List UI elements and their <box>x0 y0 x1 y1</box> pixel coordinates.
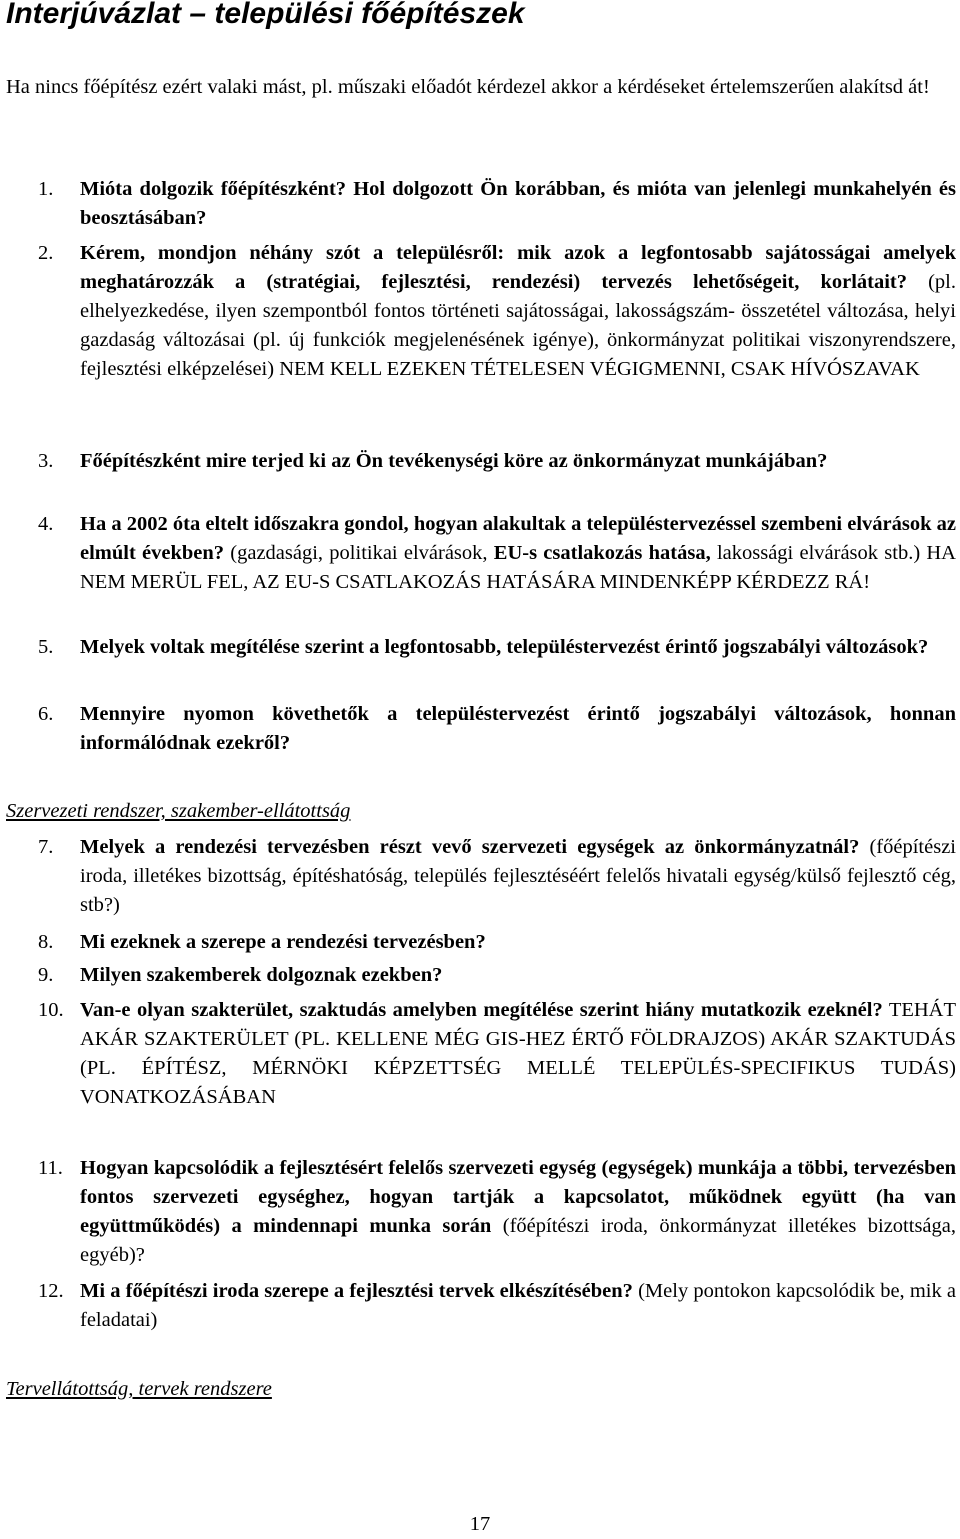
question-number: 11. <box>38 1157 63 1179</box>
question-bold: Hogyan kapcsolódik a fejlesztésért felelős szervezeti egység (egységek) munkája a többi, tervezésben fontos szervezeti egységhez, hogyan tartják a kapcsolatot, működnek együtt (ha van együttműködés) a mindennapi munka során <box>80 1157 956 1237</box>
question-note: (főépítészi iroda, illetékes bizottság, építéshatóság, település fejlesztéséért felelős hivatali egység/külső fejlesztő cég, stb?) <box>80 836 956 916</box>
question-bold: Mi a főépítészi iroda szerepe a fejlesztési tervek elkészítésében? <box>80 1280 633 1302</box>
page-number: 17 <box>469 1513 491 1535</box>
question-text <box>80 961 956 990</box>
question-bold: Kérem, mondjon néhány szót a településről: mik azok a legfontosabb sajátosságai amelyek meghatározzák a (stratégiai, fejlesztési, rendezési) tervezés lehetőségeit, korlátait? <box>80 242 956 293</box>
intro-paragraph: Ha nincs főépítész ezért valaki mást, pl. műszaki előadót kérdezel akkor a kérdéseket értelemszerűen alakítsd át! <box>6 76 930 98</box>
question-bold: Ha a 2002 óta eltelt időszakra gondol, hogyan alakultak a településtervezéssel szembeni elvárások az elmúlt években? <box>80 513 956 564</box>
section-heading-organization: Szervezeti rendszer, szakember-ellátottság <box>6 800 351 822</box>
question-bold: Mióta dolgozik főépítészként? Hol dolgozott Ön korábban, és mióta van jelenlegi munkahelyén és beosztásában? <box>80 178 956 229</box>
question-bold: Mi ezeknek a szerepe a rendezési tervezésben? <box>80 931 486 953</box>
page-title: Interjúvázlat – települési főépítészek <box>6 0 525 30</box>
question-5 <box>38 633 956 662</box>
question-note: (pl. elhelyezkedése, ilyen szempontból fontos történeti sajátosságai, lakosságszám- összetétel változása, helyi gazdaság változásai (pl. új funkciók megjelenésének igénye), önkormányzat politikai viszonyrendszere, fejlesztési elképzelései) NEM KELL EZEKEN TÉTELESEN VÉGIGMENNI, CSAK HÍVÓSZAVAK <box>80 271 956 380</box>
question-text <box>80 510 956 597</box>
question-text <box>80 447 956 476</box>
question-number: 7. <box>38 836 54 858</box>
question-3 <box>38 447 956 476</box>
question-bold: Melyek voltak megítélése szerint a legfontosabb, településtervezést érintő jogszabályi változások? <box>80 636 929 658</box>
question-text <box>80 1277 956 1335</box>
question-number: 4. <box>38 513 54 535</box>
question-bold: Főépítészként mire terjed ki az Ön tevékenységi köre az önkormányzat munkájában? <box>80 450 828 472</box>
question-8 <box>38 928 956 957</box>
question-note: (főépítészi iroda, önkormányzat illetékes bizottsága, egyéb)? <box>80 1215 956 1266</box>
question-text <box>80 928 956 957</box>
question-number: 9. <box>38 964 54 986</box>
question-number: 6. <box>38 703 54 725</box>
question-note-2: lakossági elvárások stb.) HA NEM MERÜL FEL, AZ EU-S CSATLAKOZÁS HATÁSÁRA MINDENKÉPP KÉRDEZZ RÁ! <box>80 542 956 593</box>
question-11 <box>38 1154 956 1270</box>
question-4 <box>38 510 956 597</box>
question-text <box>80 700 956 758</box>
question-text <box>80 633 956 662</box>
question-6 <box>38 700 956 758</box>
question-2 <box>38 239 956 384</box>
question-bold: Milyen szakemberek dolgoznak ezekben? <box>80 964 443 986</box>
question-10 <box>38 996 956 1112</box>
question-text <box>80 175 956 233</box>
question-bold: Mennyire nyomon követhetők a településtervezést érintő jogszabályi változások, honnan informálódnak ezekről? <box>80 703 956 754</box>
question-text <box>80 996 956 1112</box>
question-bold: Melyek a rendezési tervezésben részt vevő szervezeti egységek az önkormányzatnál? <box>80 836 860 858</box>
question-bold-inline: EU-s csatlakozás hatása, <box>493 542 711 564</box>
question-number: 3. <box>38 450 54 472</box>
question-number: 12. <box>38 1280 64 1302</box>
question-text <box>80 239 956 384</box>
question-9 <box>38 961 956 990</box>
question-number: 10. <box>38 999 64 1021</box>
question-number: 5. <box>38 636 54 658</box>
question-number: 8. <box>38 931 54 953</box>
question-note: (gazdasági, politikai elvárások, <box>224 542 494 564</box>
question-1 <box>38 175 956 233</box>
question-number: 1. <box>38 178 54 200</box>
question-text <box>80 1154 956 1270</box>
question-text <box>80 833 956 920</box>
question-note: TEHÁT AKÁR SZAKTERÜLET (PL. KELLENE MÉG GIS-HEZ ÉRTŐ FÖLDRAJZOS) AKÁR SZAKTUDÁS (PL. ÉPÍTÉSZ, MÉRNÖKI KÉPZETTSÉG MELLÉ TELEPÜLÉS-SPECIFIKUS TUDÁS) VONATKOZÁSÁBAN <box>80 999 956 1108</box>
question-7 <box>38 833 956 920</box>
question-note: (Mely pontokon kapcsolódik be, mik a feladatai) <box>80 1280 957 1331</box>
question-bold: Van-e olyan szakterület, szaktudás amelyben megítélése szerint hiány mutatkozik ezeknél? <box>80 999 883 1021</box>
question-12 <box>38 1277 956 1335</box>
question-number: 2. <box>38 242 54 264</box>
section-heading-plans: Tervellátottság, tervek rendszere <box>6 1378 272 1400</box>
